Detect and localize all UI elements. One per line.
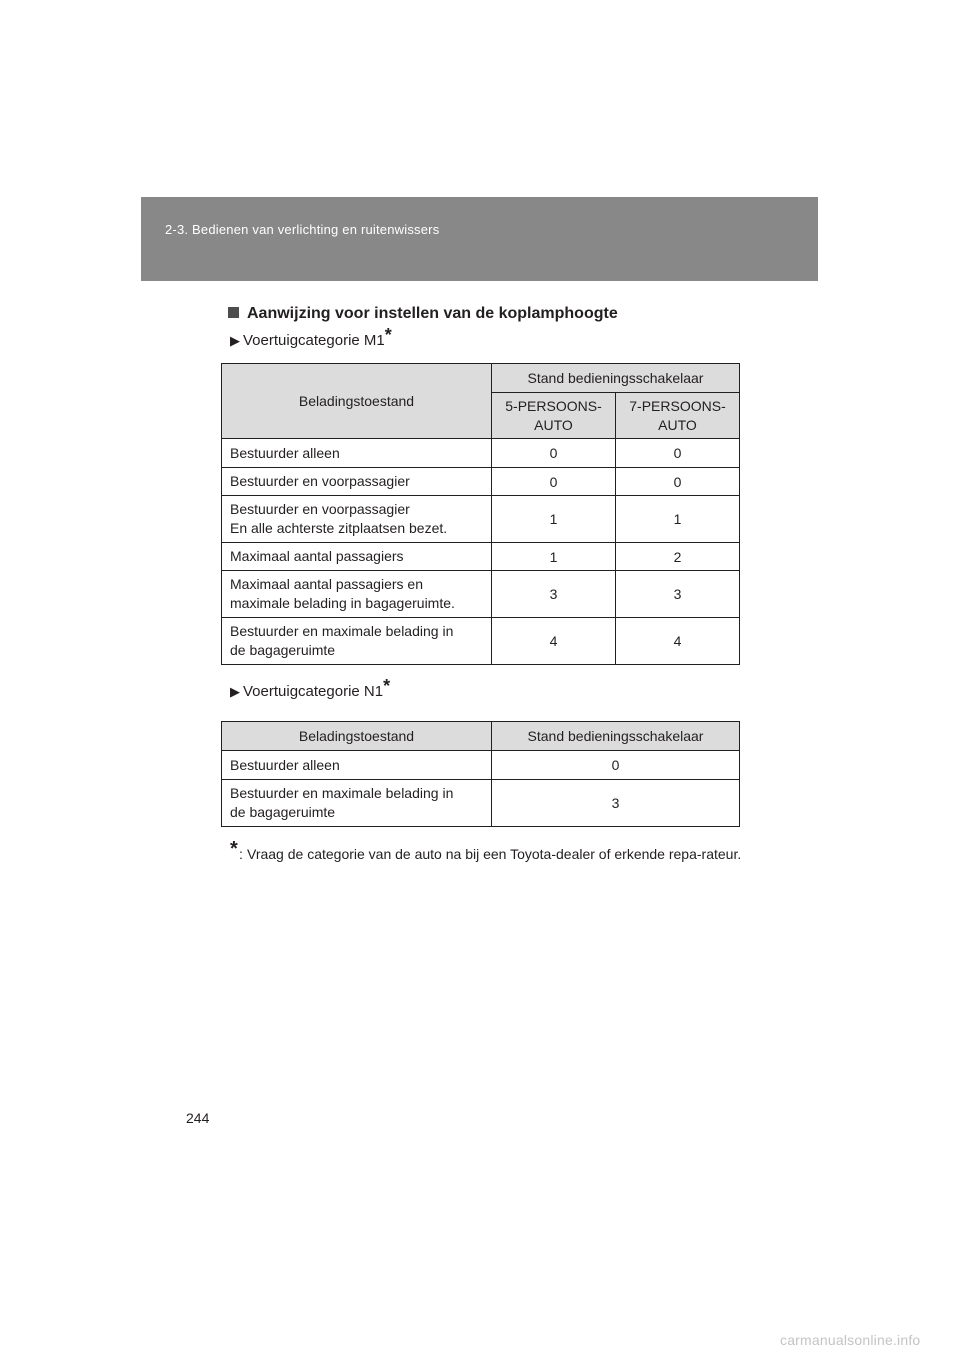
table-row bbox=[222, 751, 740, 780]
header-band bbox=[141, 197, 818, 281]
table-row bbox=[222, 496, 740, 543]
section-title bbox=[228, 305, 618, 323]
table-row bbox=[222, 439, 740, 468]
n1-table-header-row bbox=[222, 722, 740, 751]
m1-col-switch: Stand bedieningsschakelaar bbox=[492, 364, 740, 393]
square-bullet-icon bbox=[228, 307, 239, 318]
row-label: Bestuurder alleen bbox=[222, 751, 492, 780]
triangle-bullet-icon: ▶ bbox=[230, 684, 240, 699]
row-value-5: 4 bbox=[492, 618, 616, 665]
footnote-colon: : bbox=[239, 846, 243, 862]
row-value-5: 0 bbox=[492, 439, 616, 468]
row-value-7: 4 bbox=[616, 618, 740, 665]
m1-col-7: 7-PERSOONS- AUTO bbox=[616, 393, 740, 439]
row-label: Maximaal aantal passagiers en maximale belading in bagageruimte. bbox=[222, 571, 492, 618]
triangle-bullet-icon: ▶ bbox=[230, 333, 240, 348]
table-row bbox=[222, 571, 740, 618]
n1-heading-text: Voertuigcategorie N1 bbox=[243, 683, 384, 700]
row-value-5: 1 bbox=[492, 496, 616, 543]
row-label: Bestuurder en maximale belading in de bagageruimte bbox=[222, 618, 492, 665]
table-row bbox=[222, 468, 740, 496]
row-value-5: 0 bbox=[492, 468, 616, 496]
m1-col-5: 5-PERSOONS- AUTO bbox=[492, 393, 616, 439]
m1-heading bbox=[230, 325, 392, 349]
n1-heading bbox=[230, 676, 391, 700]
page-number: 244 bbox=[186, 1110, 210, 1126]
row-label: Bestuurder alleen bbox=[222, 439, 492, 468]
row-label: Bestuurder en voorpassagier bbox=[222, 468, 492, 496]
n1-heading-star: * bbox=[383, 676, 391, 696]
row-value-5: 3 bbox=[492, 571, 616, 618]
table-row bbox=[222, 543, 740, 571]
watermark: carmanualsonline.info bbox=[780, 1332, 921, 1348]
row-value-7: 0 bbox=[616, 439, 740, 468]
row-value-7: 2 bbox=[616, 543, 740, 571]
m1-table-header-row bbox=[222, 364, 740, 393]
row-value: 3 bbox=[492, 780, 740, 827]
table-row bbox=[222, 780, 740, 827]
row-label: Bestuurder en maximale belading in de bagageruimte bbox=[222, 780, 492, 827]
footnote-text: Vraag de categorie van de auto na bij een Toyota-dealer of erkende repa-rateur. bbox=[247, 846, 742, 862]
section-title-text: Aanwijzing voor instellen van de koplamphoogte bbox=[247, 305, 618, 322]
footnote-star: * bbox=[230, 838, 238, 860]
footnote bbox=[230, 838, 750, 864]
n1-table bbox=[221, 721, 740, 827]
row-value-7: 1 bbox=[616, 496, 740, 543]
row-value-5: 1 bbox=[492, 543, 616, 571]
n1-col-switch: Stand bedieningsschakelaar bbox=[492, 722, 740, 751]
row-value-7: 3 bbox=[616, 571, 740, 618]
m1-heading-text: Voertuigcategorie M1 bbox=[243, 332, 385, 349]
row-value: 0 bbox=[492, 751, 740, 780]
row-label: Bestuurder en voorpassagier En alle achterste zitplaatsen bezet. bbox=[222, 496, 492, 543]
n1-col-state: Beladingstoestand bbox=[222, 722, 492, 751]
row-label: Maximaal aantal passagiers bbox=[222, 543, 492, 571]
table-row bbox=[222, 618, 740, 665]
chapter-heading: 2-3. Bedienen van verlichting en ruitenwissers bbox=[165, 222, 440, 237]
m1-col-state: Beladingstoestand bbox=[222, 364, 492, 439]
row-value-7: 0 bbox=[616, 468, 740, 496]
m1-table bbox=[221, 363, 740, 665]
m1-heading-star: * bbox=[384, 325, 392, 345]
